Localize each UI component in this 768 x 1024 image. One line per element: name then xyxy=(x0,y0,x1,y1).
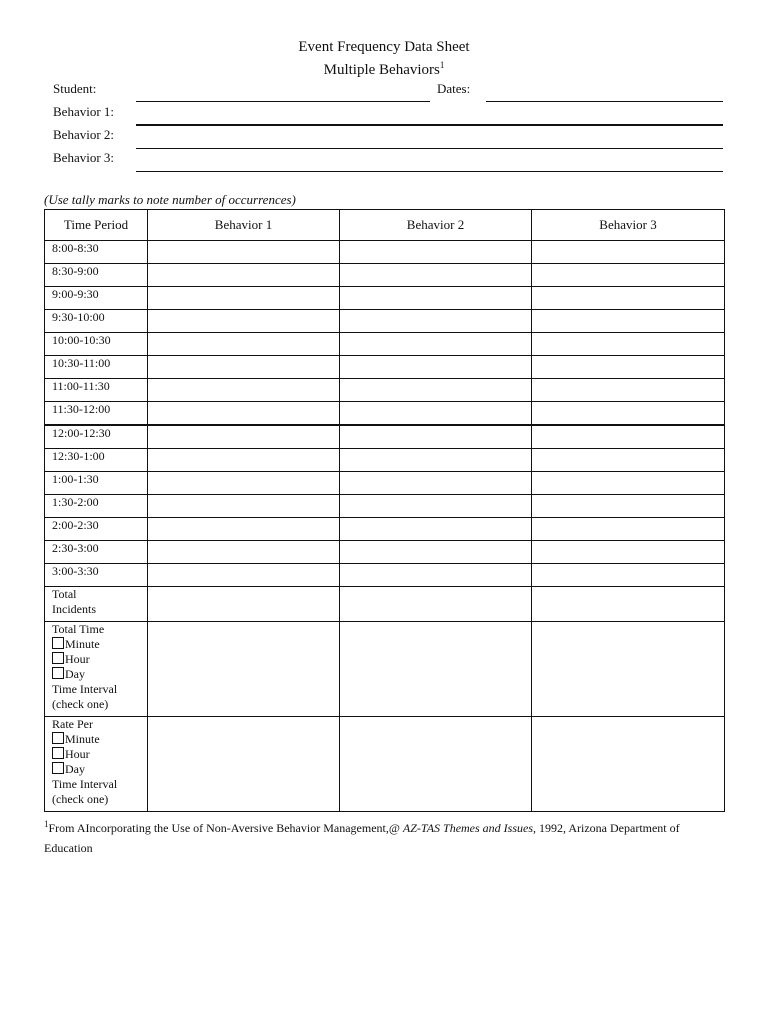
behavior-3-cell[interactable] xyxy=(532,541,725,564)
behavior-1-cell[interactable] xyxy=(148,425,340,449)
option-label: Day xyxy=(65,762,85,776)
table-row xyxy=(45,425,725,449)
student-label: Student: xyxy=(53,81,97,96)
behavior-1-cell[interactable] xyxy=(148,333,340,356)
behavior2-field-line[interactable] xyxy=(136,148,723,149)
option-label: Day xyxy=(65,667,85,681)
page-title: Event Frequency Data Sheet xyxy=(298,39,470,55)
behavior3-field-line[interactable] xyxy=(136,171,723,172)
table-header-row xyxy=(45,210,725,241)
behavior-3-cell[interactable] xyxy=(532,495,725,518)
time-period-cell: 3:00-3:30 xyxy=(45,564,148,587)
time-period-cell: 10:00-10:30 xyxy=(45,333,148,356)
time-period-cell: 2:30-3:00 xyxy=(45,541,148,564)
behavior-1-cell[interactable] xyxy=(148,541,340,564)
behavior-1-cell[interactable] xyxy=(148,717,340,812)
behavior-1-cell[interactable] xyxy=(148,356,340,379)
header-behavior-2: Behavior 2 xyxy=(340,210,532,241)
behavior-3-cell[interactable] xyxy=(532,310,725,333)
checkbox-hour[interactable] xyxy=(52,652,64,664)
instruction-text: (Use tally marks to note number of occurrences) xyxy=(44,192,296,207)
time-period-cell: 8:00-8:30 xyxy=(45,241,148,264)
behavior-2-cell[interactable] xyxy=(340,449,532,472)
behavior2-label: Behavior 2: xyxy=(53,127,115,142)
footnote-text-1: From AIncorporating the Use of Non-Aversive Behavior Management,@ xyxy=(48,821,403,835)
footnote xyxy=(44,814,724,858)
time-period-cell: 9:30-10:00 xyxy=(45,310,148,333)
check-one-label: (check one) xyxy=(52,697,109,711)
subtitle-text: Multiple Behaviors xyxy=(323,62,440,78)
table-row xyxy=(45,518,725,541)
table-row xyxy=(45,472,725,495)
behavior-3-cell[interactable] xyxy=(532,402,725,426)
behavior-1-cell[interactable] xyxy=(148,622,340,717)
behavior-2-cell[interactable] xyxy=(340,495,532,518)
time-period-cell: 11:00-11:30 xyxy=(45,379,148,402)
rate-per-heading: Rate Per xyxy=(52,717,93,731)
total-incidents-row xyxy=(45,587,725,622)
total-time-heading: Total Time xyxy=(52,622,105,636)
table-row xyxy=(45,402,725,426)
option-label: Hour xyxy=(65,652,90,666)
checkbox-minute[interactable] xyxy=(52,732,64,744)
dates-label: Dates: xyxy=(437,81,471,96)
behavior-2-cell[interactable] xyxy=(340,379,532,402)
checkbox-day[interactable] xyxy=(52,667,64,679)
behavior-2-cell[interactable] xyxy=(340,287,532,310)
table-row xyxy=(45,287,725,310)
behavior-1-cell[interactable] xyxy=(148,587,340,622)
time-period-cell: 1:00-1:30 xyxy=(45,472,148,495)
total-incidents-line2: Incidents xyxy=(52,602,96,616)
table-row xyxy=(45,333,725,356)
behavior-1-cell[interactable] xyxy=(148,310,340,333)
behavior-1-cell[interactable] xyxy=(148,518,340,541)
behavior-2-cell[interactable] xyxy=(340,241,532,264)
total-incidents-label xyxy=(45,587,148,622)
total-time-label xyxy=(45,622,148,717)
option-label: Hour xyxy=(65,747,90,761)
header-behavior-1: Behavior 1 xyxy=(148,210,340,241)
student-field-line[interactable] xyxy=(136,101,430,102)
time-period-cell: 8:30-9:00 xyxy=(45,264,148,287)
time-interval-label: Time Interval xyxy=(52,682,118,696)
table-row xyxy=(45,241,725,264)
checkbox-hour[interactable] xyxy=(52,747,64,759)
checkbox-day[interactable] xyxy=(52,762,64,774)
behavior-2-cell[interactable] xyxy=(340,622,532,717)
table-row xyxy=(45,379,725,402)
behavior-1-cell[interactable] xyxy=(148,564,340,587)
total-incidents-line1: Total xyxy=(52,587,77,601)
time-period-cell: 1:30-2:00 xyxy=(45,495,148,518)
behavior-1-cell[interactable] xyxy=(148,264,340,287)
table-row xyxy=(45,356,725,379)
behavior-1-cell[interactable] xyxy=(148,379,340,402)
rate-per-option-day xyxy=(52,762,147,777)
behavior-2-cell[interactable] xyxy=(340,541,532,564)
behavior-2-cell[interactable] xyxy=(340,310,532,333)
rate-per-option-minute xyxy=(52,732,147,747)
table-row xyxy=(45,495,725,518)
behavior-2-cell[interactable] xyxy=(340,264,532,287)
option-label: Minute xyxy=(65,637,100,651)
behavior-2-cell[interactable] xyxy=(340,717,532,812)
checkbox-minute[interactable] xyxy=(52,637,64,649)
behavior-3-cell[interactable] xyxy=(532,622,725,717)
time-interval-label: Time Interval xyxy=(52,777,118,791)
rate-per-option-hour xyxy=(52,747,147,762)
behavior-3-cell[interactable] xyxy=(532,333,725,356)
footnote-text-2: , 1992, Arizona Department of Education xyxy=(44,821,680,855)
behavior-2-cell[interactable] xyxy=(340,425,532,449)
rate-per-label xyxy=(45,717,148,812)
dates-field-line[interactable] xyxy=(486,101,723,102)
behavior-3-cell[interactable] xyxy=(532,379,725,402)
time-period-cell: 10:30-11:00 xyxy=(45,356,148,379)
time-period-cell: 9:00-9:30 xyxy=(45,287,148,310)
behavior-3-cell[interactable] xyxy=(532,472,725,495)
page-subtitle xyxy=(0,60,768,79)
table-row xyxy=(45,541,725,564)
rate-per-row xyxy=(45,717,725,812)
table-row xyxy=(45,264,725,287)
total-time-option-minute xyxy=(52,637,147,652)
behavior-3-cell[interactable] xyxy=(532,717,725,812)
table-row xyxy=(45,564,725,587)
behavior-1-cell[interactable] xyxy=(148,287,340,310)
header-time-period: Time Period xyxy=(45,210,148,241)
behavior-1-cell[interactable] xyxy=(148,472,340,495)
table-row xyxy=(45,449,725,472)
header-behavior-3: Behavior 3 xyxy=(532,210,725,241)
behavior1-field-line[interactable] xyxy=(136,124,723,126)
behavior-1-cell[interactable] xyxy=(148,241,340,264)
data-table xyxy=(44,209,725,812)
total-time-row xyxy=(45,622,725,717)
behavior-2-cell[interactable] xyxy=(340,518,532,541)
total-time-option-hour xyxy=(52,652,147,667)
behavior-2-cell[interactable] xyxy=(340,472,532,495)
footnote-mark: 1 xyxy=(44,819,49,829)
behavior-3-cell[interactable] xyxy=(532,356,725,379)
behavior-1-cell[interactable] xyxy=(148,402,340,426)
subtitle-footnote-mark: 1 xyxy=(439,60,445,70)
behavior-1-cell[interactable] xyxy=(148,495,340,518)
footnote-italic-title: AZ-TAS Themes and Issues xyxy=(402,821,534,835)
behavior-3-cell[interactable] xyxy=(532,425,725,449)
time-period-cell: 11:30-12:00 xyxy=(45,402,148,426)
behavior-2-cell[interactable] xyxy=(340,402,532,426)
behavior-2-cell[interactable] xyxy=(340,564,532,587)
behavior-2-cell[interactable] xyxy=(340,587,532,622)
option-label: Minute xyxy=(65,732,100,746)
behavior-2-cell[interactable] xyxy=(340,333,532,356)
table-row xyxy=(45,310,725,333)
behavior3-label: Behavior 3: xyxy=(53,150,115,165)
behavior-3-cell[interactable] xyxy=(532,287,725,310)
behavior-3-cell[interactable] xyxy=(532,264,725,287)
behavior-3-cell[interactable] xyxy=(532,587,725,622)
behavior-2-cell[interactable] xyxy=(340,356,532,379)
behavior-3-cell[interactable] xyxy=(532,241,725,264)
behavior-3-cell[interactable] xyxy=(532,449,725,472)
time-period-cell: 2:00-2:30 xyxy=(45,518,148,541)
behavior-1-cell[interactable] xyxy=(148,449,340,472)
behavior-3-cell[interactable] xyxy=(532,564,725,587)
behavior-3-cell[interactable] xyxy=(532,518,725,541)
check-one-label: (check one) xyxy=(52,792,109,806)
time-period-cell: 12:00-12:30 xyxy=(45,425,148,449)
behavior1-label: Behavior 1: xyxy=(53,104,115,119)
total-time-option-day xyxy=(52,667,147,682)
time-period-cell: 12:30-1:00 xyxy=(45,449,148,472)
